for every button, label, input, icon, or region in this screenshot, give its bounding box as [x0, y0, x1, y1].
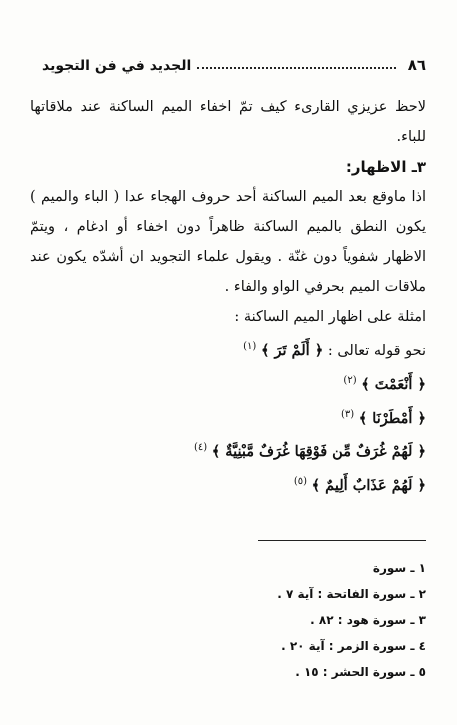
section-heading: ٣ـ الاظهار: [345, 158, 426, 176]
paragraph-1: لاحظ عزيزي القارىء كيف تمّ اخفاء الميم الساكنة عند ملاقاتها للباء. [30, 99, 426, 145]
footnote-ref: (١) [243, 341, 257, 352]
example-line [30, 433, 426, 467]
footnote-ref: (٣) [340, 408, 355, 420]
footnote-ref: (٤) [193, 442, 208, 454]
footnote-separator [258, 540, 426, 541]
footnotes [120, 555, 426, 685]
example-line [30, 332, 426, 366]
main-text [30, 92, 426, 501]
example-line [30, 400, 426, 434]
quran-verse: ﴿ لَهُمْ غُرَفٌ مِّن فَوْقِهَا غُرَفٌ مَّبْنِيَّةٌ ﴾ [211, 443, 426, 461]
quran-verse: ﴿ لَهُمْ عَذَابٌ أَلِيمٌ ﴾ [311, 477, 426, 495]
header-leader-dots [197, 55, 395, 69]
quran-verse: ﴿ أَلَمْ تَرَ ﴾ [260, 341, 324, 359]
running-title: الجديد في فن التجويد [42, 58, 192, 74]
example-line [30, 366, 426, 400]
footnote: ٥ ـ سورة الحشر : ١٥ . [295, 665, 426, 679]
page-number: ٨٦ [407, 56, 426, 74]
example-prefix: نحو قوله تعالى : [323, 342, 426, 359]
quran-verse: ﴿ أَنْعَمْتَ ﴾ [361, 375, 426, 393]
examples-intro: امثلة على اظهار الميم الساكنة : [234, 309, 426, 325]
footnote: ١ ـ سورة [372, 561, 426, 575]
footnote: ٢ ـ سورة الفاتحة : آية ٧ . [277, 587, 426, 601]
paragraph-2: اذا ماوقع بعد الميم الساكنة أحد حروف الهجاء عدا ( الباء والميم ) يكون النطق بالميم الساكنة ظاهراً دون اخفاء أو ادغام ، ويتمّ الاظهار شفوياً دون غنّة . ويقول علماء التجويد ان أشدّه يكون عند ملاقات الميم بحرفي الواو والفاء . [30, 189, 426, 295]
quran-verse: ﴿ أَمْطَرْنَا ﴾ [358, 409, 426, 427]
footnote-ref: (٥) [293, 476, 308, 488]
footnote: ٣ ـ سورة هود : ٨٢ . [310, 613, 426, 627]
example-line [30, 467, 426, 501]
footnote-ref: (٢) [343, 374, 357, 386]
running-header [42, 52, 426, 74]
footnote: ٤ ـ سورة الزمر : آية ٢٠ . [281, 639, 426, 653]
